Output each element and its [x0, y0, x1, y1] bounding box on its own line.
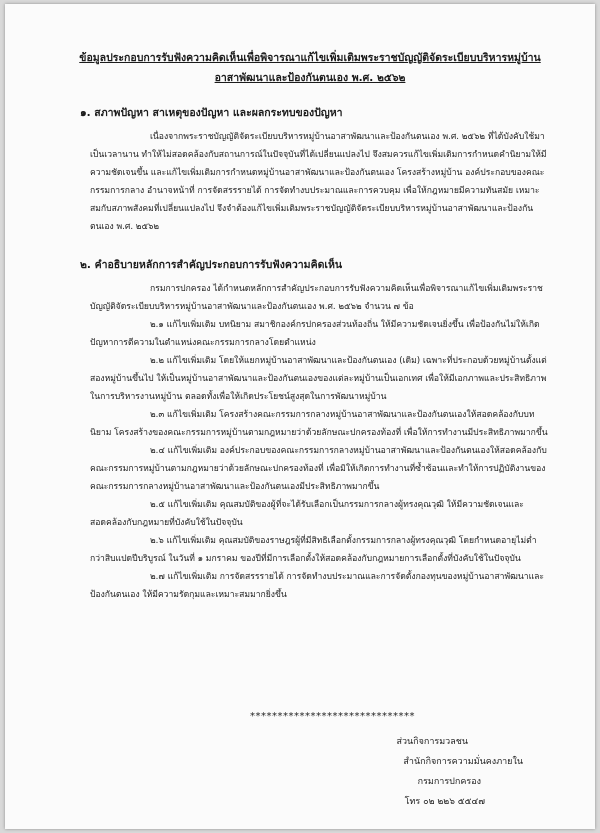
section-1-body [90, 128, 550, 236]
section-1-paragraph: เนื่องจากพระราชบัญญัติจัดระเบียบบริหารหมู่บ้านอาสาพัฒนาและป้องกันตนเอง พ.ศ. ๒๕๖๒ ที่ได้บังคับใช้มาเป็นเวลานาน ทำให้ไม่สอดคล้องกับสถานการณ์ในปัจจุบันที่ได้เปลี่ยนแปลงไป จึงสมควรแก้ไขเพิ่มเติมการกำหนดคำนิยามให้มีความชัดเจนขึ้น และแก้ไขเพิ่มเติมการกำหนดหมู่บ้านอาสาพัฒนาและป้องกันตนเอง โครงสร้างหมู่บ้าน องค์ประกอบของคณะกรรมการกลาง อำนาจหน้าที่ การจัดสรรรายได้ การจัดทำงบประมาณและการควบคุม เพื่อให้กฎหมายมีความทันสมัย เหมาะสมกับสภาพสังคมที่เปลี่ยนแปลงไป จึงจำต้องแก้ไขเพิ่มเติมพระราชบัญญัติจัดระเบียบบริหารหมู่บ้านอาสาพัฒนาและป้องกันตนเอง พ.ศ. ๒๕๖๒ [90, 132, 547, 232]
title-line-2: อาสาพัฒนาและป้องกันตนเอง พ.ศ. ๒๕๖๒ [214, 72, 406, 84]
separator-stars: ****************************** [250, 711, 415, 722]
section-2-body [90, 280, 550, 604]
list-item: ๒.๗ แก้ไขเพิ่มเติม การจัดสรรรายได้ การจัดทำงบประมาณและการจัดตั้งกองทุนของหมู่บ้านอาสาพัฒนาและป้องกันตนเอง ให้มีความรัดกุมและเหมาะสมมากยิ่งขึ้น [90, 572, 544, 600]
section-2-intro: กรมการปกครอง ได้กำหนดหลักการสำคัญประกอบการรับฟังความคิดเห็นเพื่อพิจารณาแก้ไขเพิ่มเติมพระราชบัญญัติจัดระเบียบบริหารหมู่บ้านอาสาพัฒนาและป้องกันตนเอง พ.ศ. ๒๕๖๒ จำนวน ๗ ข้อ [90, 284, 543, 312]
signature-division: ส่วนกิจการมวลชน [396, 737, 468, 747]
signature-department: กรมการปกครอง [417, 777, 481, 787]
section-2-heading: ๒. คำอธิบายหลักการสำคัญประกอบการรับฟังความคิดเห็น [80, 259, 343, 271]
section-1-heading: ๑. สภาพปัญหา สาเหตุของปัญหา และผลกระทบของปัญหา [80, 107, 343, 119]
list-item: ๒.๖ แก้ไขเพิ่มเติม คุณสมบัติของราษฎรผู้ที่มีสิทธิเลือกตั้งกรรมการกลางผู้ทรงคุณวุฒิ โดยกำหนดอายุไม่ต่ำกว่าสิบแปดปีบริบูรณ์ ในวันที่ ๑ มกราคม ของปีที่มีการเลือกตั้งให้สอดคล้องกับกฎหมายการเลือกตั้งที่บังคับใช้ในปัจจุบัน [90, 536, 537, 564]
list-item: ๒.๑ แก้ไขเพิ่มเติม บทนิยาม สมาชิกองค์กรปกครองส่วนท้องถิ่น ให้มีความชัดเจนยิ่งขึ้น เพื่อป้องกันไม่ให้เกิดปัญหาการตีความในตำแหน่งคณะกรรมการกลางโดยตำแหน่ง [90, 320, 540, 348]
signature-office: สำนักกิจการความมั่นคงภายใน [403, 757, 523, 767]
signature-block [343, 732, 523, 812]
signature-phone: โทร ๐๒ ๒๒๖ ๕๕๔๗ [404, 797, 485, 807]
list-item: ๒.๕ แก้ไขเพิ่มเติม คุณสมบัติของผู้ที่จะได้รับเลือกเป็นกรรมการกลางผู้ทรงคุณวุฒิ ให้มีความชัดเจนและสอดคล้องกับกฎหมายที่บังคับใช้ในปัจจุบัน [90, 500, 524, 528]
title-line-1: ข้อมูลประกอบการรับฟังความคิดเห็นเพื่อพิจารณาแก้ไขเพิ่มเติมพระราชบัญญัติจัดระเบียบบริหารหมู่บ้าน [79, 52, 541, 64]
list-item: ๒.๔ แก้ไขเพิ่มเติม องค์ประกอบของคณะกรรมการกลางหมู่บ้านอาสาพัฒนาและป้องกันตนเองให้สอดคล้องกับคณะกรรมการหมู่บ้านตามกฎหมายว่าด้วยลักษณะปกครองท้องที่ เพื่อมิให้เกิดการทำงานที่ซ้ำซ้อนและทำให้การปฏิบัติงานของคณะกรรมการกลางหมู่บ้านอาสาพัฒนาและป้องกันตนเองมีประสิทธิภาพมากขึ้น [90, 446, 547, 492]
list-item: ๒.๓ แก้ไขเพิ่มเติม โครงสร้างคณะกรรมการกลางหมู่บ้านอาสาพัฒนาและป้องกันตนเองให้สอดคล้องกับบทนิยาม โครงสร้างของคณะกรรมการหมู่บ้านตามกฎหมายว่าด้วยลักษณะปกครองท้องที่ เพื่อให้การทำงานมีประสิทธิภาพมากขึ้น [90, 410, 548, 438]
document-page [5, 4, 595, 829]
document-title [65, 48, 555, 88]
list-item: ๒.๒ แก้ไขเพิ่มเติม โดยให้แยกหมู่บ้านอาสาพัฒนาและป้องกันตนเอง (เดิม) เฉพาะที่ประกอบด้วยหมู่บ้านตั้งแต่สองหมู่บ้านขึ้นไป ให้เป็นหมู่บ้านอาสาพัฒนาและป้องกันตนเองของแต่ละหมู่บ้านเป็นเอกเทศ เพื่อให้มีเอกภาพและประสิทธิภาพในการบริหารงานหมู่บ้าน ตลอดทั้งเพื่อให้เกิดประโยชน์สูงสุดในการพัฒนาหมู่บ้าน [90, 356, 547, 402]
